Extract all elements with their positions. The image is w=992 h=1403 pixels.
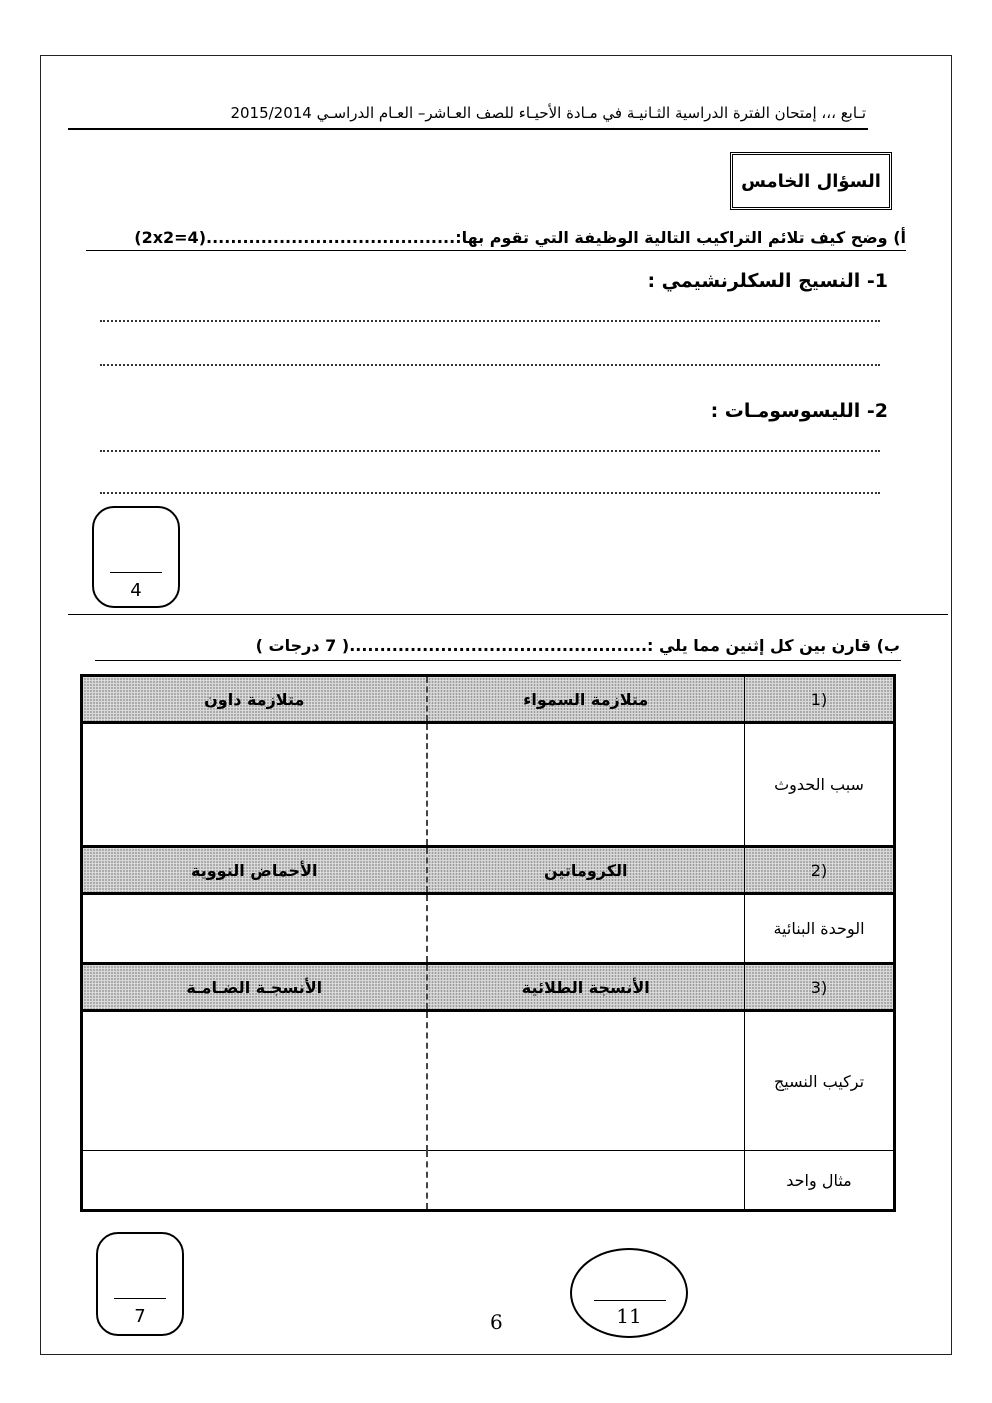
item-sclerenchyma: 1- النسيج السكلرنشيمي : [647, 270, 888, 292]
score-line [110, 572, 162, 573]
answer-cell[interactable] [427, 723, 745, 847]
score-total: 7 [134, 1306, 146, 1327]
part-a-underline [86, 250, 906, 251]
question-title-box [730, 152, 892, 210]
answer-cell[interactable] [82, 894, 427, 964]
score-line [594, 1300, 666, 1301]
answer-cell[interactable] [82, 1011, 427, 1151]
table-row [82, 723, 895, 847]
answer-cell[interactable] [427, 894, 745, 964]
row-label: تركيب النسيج [745, 1011, 895, 1151]
comparison-term: الأحماض النووية [82, 847, 427, 894]
comparison-table [80, 674, 896, 1212]
table-row [82, 1011, 895, 1151]
comparison-number: (3 [745, 964, 895, 1011]
part-b-leader: ................................................. [349, 636, 648, 655]
comparison-header-row [82, 847, 895, 894]
comparison-number: (2 [745, 847, 895, 894]
header-rule [68, 128, 868, 130]
answer-line[interactable] [100, 320, 880, 322]
row-label: سبب الحدوث [745, 723, 895, 847]
answer-line[interactable] [100, 450, 880, 452]
comparison-header-row [82, 676, 895, 723]
answer-cell[interactable] [427, 1011, 745, 1151]
score-line [114, 1298, 166, 1299]
row-label: مثال واحد [745, 1151, 895, 1211]
answer-cell[interactable] [427, 1151, 745, 1211]
part-b-instruction: ب) قارن بين كل إثنين مما يلي :.................................................( 7 درجات ) [255, 636, 900, 655]
total-score: 11 [616, 1304, 642, 1328]
page-number: 6 [490, 1310, 503, 1334]
row-label: الوحدة البنائية [745, 894, 895, 964]
comparison-number: (1 [745, 676, 895, 723]
comparison-term: متلازمة السمواء [427, 676, 745, 723]
question-title: السؤال الخامس [741, 170, 881, 192]
answer-line[interactable] [100, 492, 880, 494]
answer-cell[interactable] [82, 723, 427, 847]
score-total: 4 [130, 580, 142, 601]
total-score-oval [570, 1248, 688, 1338]
part-a-marks: (2x2=4) [134, 228, 206, 247]
table-row [82, 894, 895, 964]
item-lysosomes: 2- الليسوسومـات : [710, 400, 888, 422]
part-a-instruction: أ) وضح كيف تلائم التراكيب التالية الوظيفة التي تقوم بها:.........................................(2x2=4) [134, 228, 906, 247]
comparison-term: الكروماتين [427, 847, 745, 894]
part-b-marks: ( 7 درجات ) [255, 636, 350, 655]
answer-cell[interactable] [82, 1151, 427, 1211]
part-b-underline [95, 660, 901, 661]
section-separator [68, 614, 948, 615]
comparison-term: الأنسجة الطلائية [427, 964, 745, 1011]
comparison-header-row [82, 964, 895, 1011]
exam-header: تـابع ،،، إمتحان الفترة الدراسية الثـانيـة في مـادة الأحيـاء للصف العـاشر– العـام الدراسـي 2015/2014 [230, 104, 866, 122]
answer-line[interactable] [100, 364, 880, 366]
score-box-part-a [92, 506, 180, 608]
table-row [82, 1151, 895, 1211]
score-box-part-b [96, 1232, 184, 1336]
comparison-term: الأنسجـة الضـامـة [82, 964, 427, 1011]
part-a-leader: ......................................... [206, 228, 456, 247]
comparison-term: متلازمة داون [82, 676, 427, 723]
